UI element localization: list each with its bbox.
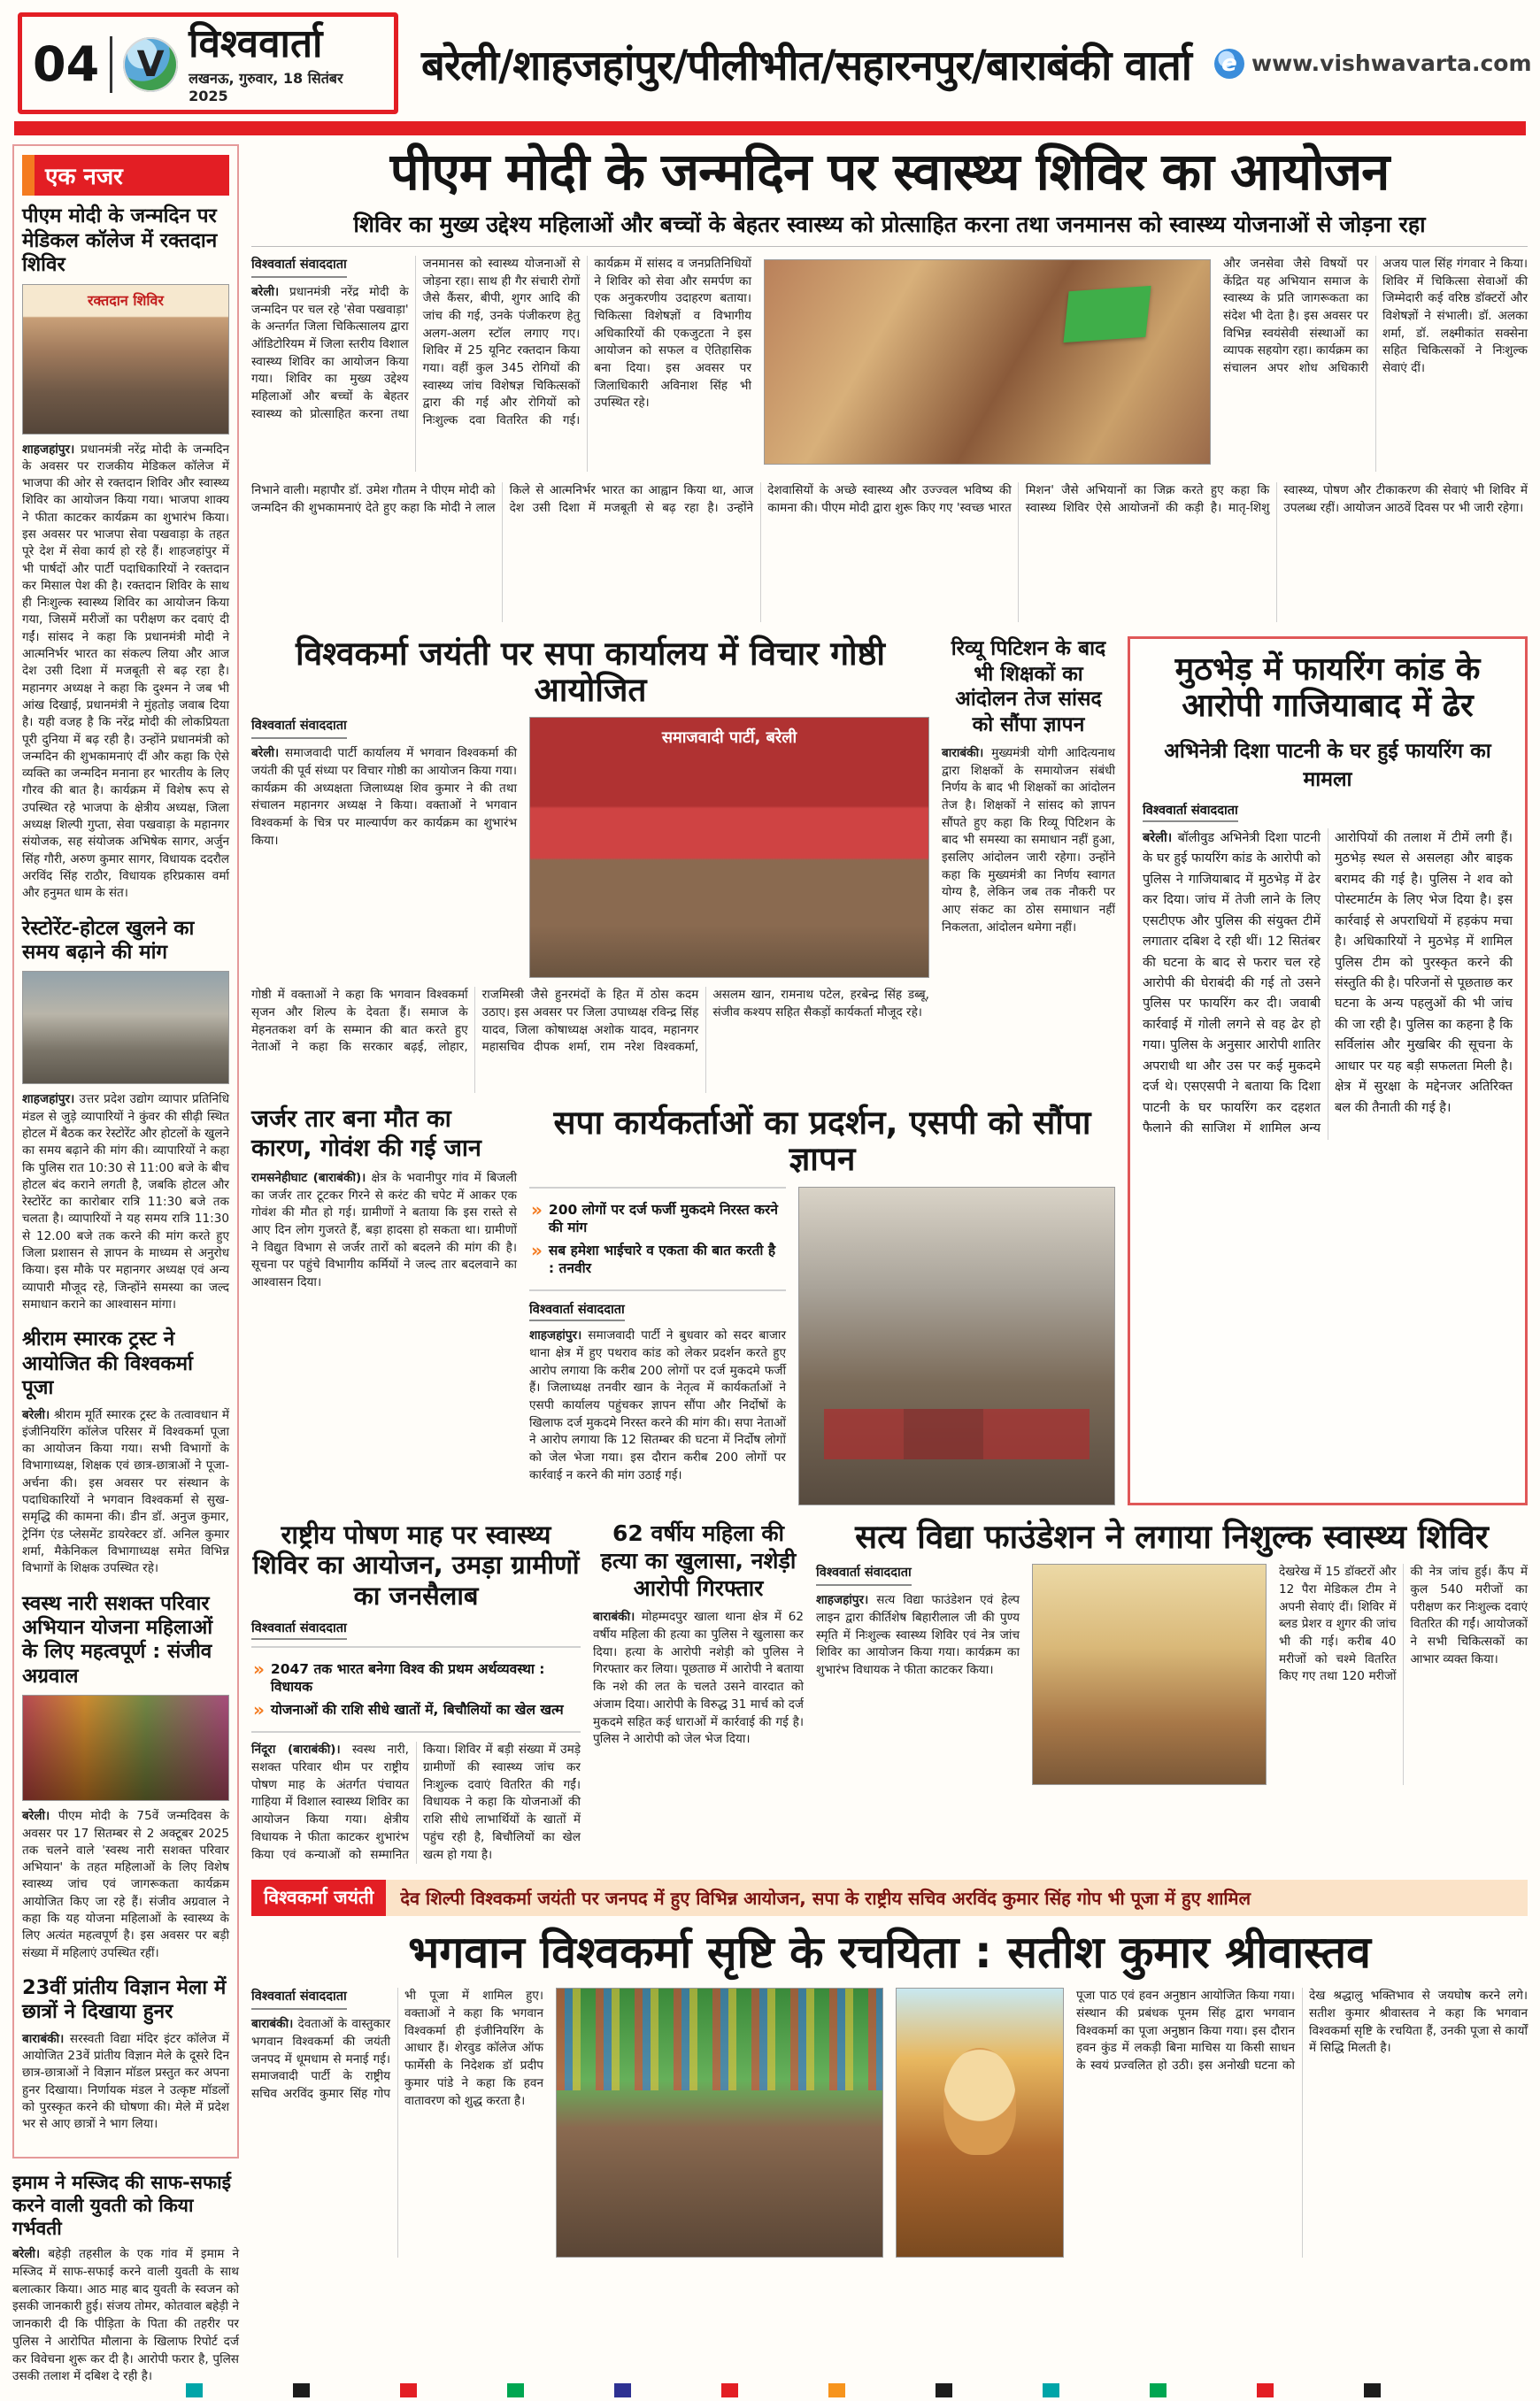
- dateline: बाराबंकी।: [942, 745, 984, 760]
- print-color-mark: [614, 2383, 631, 2397]
- header-rule: [14, 121, 1526, 135]
- article-body: [251, 1988, 543, 2258]
- article-headline: विश्वकर्मा जयंती पर सपा कार्यालय में विचार गोष्ठी आयोजित: [296, 634, 885, 709]
- ek-nazar-title: एक नजर: [35, 155, 229, 196]
- byline: विश्ववार्ता संवाददाता: [816, 1564, 912, 1586]
- article-headline: राष्ट्रीय पोषण माह पर स्वास्थ्य शिविर का आयोजन, उमड़ा ग्रामीणों का जनसैलाब: [252, 1519, 580, 1612]
- photo-memorandum-handover: [798, 1187, 1115, 1505]
- brand-divider: [110, 36, 112, 93]
- article-headline: इमाम ने मस्जिद की साफ-सफाई करने वाली युवती को किया गर्भवती: [12, 2171, 231, 2240]
- article-body: [251, 1742, 581, 1864]
- print-color-mark: [936, 2383, 952, 2397]
- article-body: [1076, 1988, 1528, 2258]
- article-poshan-maah: [251, 1520, 581, 1865]
- body-text: निभाने वाली। महापौर डॉ. उमेश गौतम ने पीएम मोदी को जन्मदिन की शुभकामनाएं देते हुए कहा कि मोदी ने लाल किले से आत्मनिर्भर भारत का आह्वान किया था, आज देश उसी दिशा में मजबूती से बढ़ रहा है। उन्होंने देशवासियों के अच्छे स्वास्थ्य और उज्ज्वल भविष्य की कामना की। पीएम मोदी द्वारा शुरू किए गए 'स्वच्छ भारत मिशन' जैसे अभियानों का जिक्र करते हुए कहा कि स्वास्थ्य शिविर ऐसे आयोजनों की कड़ी है। मातृ-शिशु स्वास्थ्य, पोषण और टीकाकरण की सेवाएं भी शिविर में उपलब्ध रहीं। आयोजन आठवें दिवस पर भी जारी रहेगा।: [251, 482, 1528, 515]
- sidebar-headline: श्रीराम स्मारक ट्रस्ट ने आयोजित की विश्वकर्मा पूजा: [22, 1327, 193, 1400]
- body-text: देवताओं के वास्तुकार भगवान विश्वकर्मा की जयंती जनपद में धूमधाम से मनाई गई। समाजवादी पार्टी के राष्ट्रीय सचिव अरविंद कुमार सिंह गोप भी पूजा में शामिल हुए। वक्ताओं ने कहा कि भगवान विश्वकर्मा ही इंजीनियरिंग के आधार हैं। शेरवुड कॉलेज ऑफ फार्मेसी के निदेशक डॉ प्रदीप कुमार पांडे ने कहा कि हवन वातावरण को शुद्ध करता है।: [251, 1989, 543, 2108]
- byline: विश्ववार्ता संवाददाता: [251, 717, 347, 739]
- body-text: मुख्यमंत्री योगी आदित्यनाथ द्वारा शिक्षकों के समायोजन संबंधी निर्णय के बाद भी शिक्षकों का आंदोलन तेज है। शिक्षकों ने सांसद को ज्ञापन सौंपते हुए कहा कि रिव्यू पिटिशन के बाद भी समस्या का समाधान नहीं हुआ, इसलिए आंदोलन जारी रहेगा। उन्होंने कहा कि मुख्यमंत्री का निर्णय स्वागत योग्य है, लेकिन जब तक नौकरी पर आए संकट का ठोस समाधान नहीं निकलता, आंदोलन थमेगा नहीं।: [942, 745, 1115, 935]
- byline: विश्ववार्ता संवाददाता: [251, 256, 347, 278]
- sidebar-body: [22, 442, 229, 903]
- article-muthbhed-encounter: [1128, 636, 1528, 1505]
- sidebar-ek-nazar: [12, 144, 239, 2386]
- brand-box: [18, 12, 398, 114]
- article-body: [12, 2246, 239, 2386]
- website-url: www.vishwavarta.com: [1251, 50, 1532, 77]
- body-text: बहेड़ी तहसील के एक गांव में इमाम ने मस्जिद में साफ-सफाई करने वाली युवती के साथ बलात्कार किया। आठ माह बाद युवती के स्वजन को इसकी जानकारी हुई। संजय तोमर, कोतवाल बहेड़ी ने जानकारी दी कि पीड़िता के पिता की तहरीर पर पुलिस ने आरोपित मौलाना के खिलाफ रिपोर्ट दर्ज कर विवेचना शुरू कर दी है। आरोपी फरार है, पुलिस उसकी तलाश में दबिश दे रही है।: [12, 2247, 239, 2384]
- chevron-quote-icon: »: [531, 1239, 543, 1261]
- paper-name: विश्ववार्ता: [189, 21, 323, 66]
- print-color-mark: [400, 2383, 417, 2397]
- print-color-mark: [1043, 2383, 1059, 2397]
- sidebar-headline: 23वीं प्रांतीय विज्ञान मेला में छात्रों ने दिखाया हुनर: [22, 1975, 227, 2024]
- dateline: बरेली।: [22, 1809, 50, 1824]
- body-text: मोहम्मदपुर खाला थाना क्षेत्र में 62 वर्षीय महिला की हत्या का पुलिस ने खुलासा कर दिया। हत्या के आरोपी नशेड़ी को पुलिस ने गिरफ्तार कर लिया। पूछताछ में आरोपी ने बताया कि नशे की लत के चलते उसने वारदात को अंजाम दिया। आरोपी के विरुद्ध 31 मार्च को दर्ज मुकदमे सहित कई धाराओं में कार्रवाई की गई है। पुलिस ने आरोपी को जेल भेज दिया।: [593, 1610, 805, 1747]
- dateline: शाहजहांपुर।: [816, 1593, 869, 1608]
- globe-logo-icon: [123, 37, 178, 92]
- article-headline: 62 वर्षीय महिला की हत्या का खुलासा, नशेड़ी आरोपी गिरफ्तार: [600, 1520, 797, 1602]
- kicker-label: विश्वकर्मा जयंती: [251, 1880, 386, 1916]
- dateline: बरेली।: [251, 284, 280, 299]
- print-color-marks: [186, 2383, 1381, 2397]
- region-title: बरेली/शाहजहांपुर/पीलीभीत/सहारनपुर/बाराबंकी वार्ता: [421, 41, 1191, 90]
- photo-health-camp-crowd: [1032, 1564, 1267, 1785]
- article-body: [1143, 828, 1513, 1140]
- article-body: [1223, 256, 1528, 472]
- article-body: [1279, 1564, 1528, 1785]
- sidebar-body: [22, 1407, 229, 1578]
- ek-nazar-banner: [22, 155, 229, 196]
- dateline: शाहजहांपुर।: [22, 442, 75, 457]
- photo-flag-off-ceremony: [764, 259, 1211, 465]
- body-text: उत्तर प्रदेश उद्योग व्यापार प्रतिनिधि मंडल से जुड़े व्यापारियों ने कुंवर की सीढ़ी स्थित होटल में बैठक कर रेस्टोरेंट और होटलों के खुलने का समय बढ़ाने की मांग की। व्यापारियों ने कहा कि पुलिस रात 10:30 से 11:00 बजे के बीच होटल बंद कराने लगती है, जबकि होटल और रेस्टोरेंट का कारोबार रात्रि 11:30 बजे तक चलता है। व्यापारियों ने यह समय रात्रि 11:30 से 12.00 बजे तक करने की मांग करते हुए जिला प्रशासन से ज्ञापन के माध्यम से अनुरोध किया। इस मौके पर महानगर अध्यक्ष एवं अन्य व्यापारी मौजूद रहे, जिन्होंने समस्या का जल्द समाधान कराने का आश्वासन मांगा।: [22, 1092, 229, 1312]
- article-subhead: अभिनेत्री दिशा पाटनी के घर हुई फायरिंग का मामला: [1164, 739, 1491, 791]
- photo-vishwakarma-idol: [896, 1988, 1064, 2258]
- sidebar-article-science-fair: [22, 1976, 229, 2134]
- dateline: बाराबंकी।: [22, 2031, 65, 2046]
- article-body: [942, 745, 1115, 937]
- sidebar-body: [22, 2031, 229, 2134]
- quote-text: 2047 तक भारत बनेगा विश्व की प्रथम अर्थव्यवस्था : विधायक: [270, 1660, 545, 1696]
- chevron-quote-icon: »: [253, 1699, 265, 1721]
- print-color-mark: [828, 2383, 845, 2397]
- body-text: प्रधानमंत्री नरेंद्र मोदी के जन्मदिन पर चल रहे 'सेवा पखवाड़ा' के अन्तर्गत जिला चिकित्सालय द्वारा ऑडिटोरियम में जिला स्तरीय विशाल स्वास्थ्य शिविर का आयोजन किया गया। शिविर का मुख्य उद्देश्य महिलाओं और बच्चों के बेहतर स्वास्थ्य को प्रोत्साहित करना तथा जनमानस को स्वास्थ्य योजनाओं से जोड़ना रहा। साथ ही गैर संचारी रोगों जैसे कैंसर, बीपी, शुगर आदि की जांच की गई, उनके पंजीकरण हेतु अलग-अलग स्टॉल लगाए गए। शिविर में 25 यूनिट रक्तदान किया गया। वहीं कुल 345 रोगियों की स्वास्थ्य जांच विशेषज्ञ चिकित्सकों द्वारा की गई और रोगियों को निःशुल्क दवा वितरित की गई। कार्यक्रम में सांसद व जनप्रतिनिधियों ने शिविर को सेवा और समर्पण का एक अनुकरणीय उदाहरण बताया। चिकित्सा विशेषज्ञों व विभागीय अधिकारियों की एकजुटता ने इस आयोजन को सफल व ऐतिहासिक बना दिया। इस अवसर पर जिलाधिकारी अविनाश सिंह भी उपस्थित रहे।: [251, 256, 751, 428]
- print-color-mark: [293, 2383, 310, 2397]
- main-headline: पीएम मोदी के जन्मदिन पर स्वास्थ्य शिविर का आयोजन: [389, 142, 1390, 203]
- print-color-mark: [1257, 2383, 1274, 2397]
- article-headline: सत्य विद्या फाउंडेशन ने लगाया निशुल्क स्वास्थ्य शिविर: [855, 1517, 1489, 1556]
- byline: विश्ववार्ता संवाददाता: [529, 1300, 625, 1321]
- strip-headline: भगवान विश्वकर्मा सृष्टि के रचयिता : सतीश कुमार श्रीवास्तव: [408, 1927, 1371, 1979]
- article-body: [251, 482, 1528, 622]
- print-color-mark: [1150, 2383, 1167, 2397]
- article-headline: रिव्यू पिटिशन के बाद भी शिक्षकों का आंदोलन तेज सांसद को सौंपा ज्ञापन: [951, 636, 1106, 737]
- print-color-mark: [721, 2383, 738, 2397]
- quote-text: 200 लोगों पर दर्ज फर्जी मुकदमे निरस्त करने की मांग: [548, 1201, 778, 1235]
- article-main-health-camp: [251, 144, 1528, 622]
- photo-traders-meeting: [22, 971, 229, 1084]
- pull-quote: [253, 1701, 579, 1719]
- article-headline: जर्जर तार बना मौत का कारण, गोवंश की गई जान: [251, 1105, 481, 1162]
- sidebar-body: [22, 1091, 229, 1313]
- article-spa-pradarshan: [529, 1105, 1115, 1504]
- dateline: रामसनेहीघाट (बाराबंकी)।: [251, 1170, 366, 1185]
- body-text: समाजवादी पार्टी कार्यालय में भगवान विश्वकर्मा की जयंती की पूर्व संध्या पर विचार गोष्ठी का आयोजन किया गया। कार्यक्रम की अध्यक्षता जिलाध्यक्ष शिव कुमार ने की तथा संचालन महानगर अध्यक्ष ने किया। वक्ताओं ने भगवान विश्वकर्मा के चित्र पर माल्यार्पण कर कार्यक्रम का शुभारंभ किया।: [251, 746, 517, 848]
- dateline: शाहजहांपुर।: [529, 1328, 582, 1343]
- body-text: क्षेत्र के भवानीपुर गांव में बिजली का जर्जर तार टूटकर गिरने से करंट की चपेट में आकर एक गोवंश की मौत हो गई। ग्रामीणों ने बताया कि इस रास्ते से आए दिन लोग गुजरते हैं, बड़ा हादसा हो सकता था। ग्रामीणों ने विद्युत विभाग से जर्जर तारों को बदलने की मांग की है। सूचना पर पहुंचे विभागीय कर्मियों ने जल्द तार बदलवाने का आश्वासन दिया।: [251, 1170, 517, 1290]
- print-color-mark: [1364, 2383, 1381, 2397]
- article-review-petition: [942, 636, 1115, 1093]
- brand-text: [189, 21, 381, 105]
- byline: विश्ववार्ता संवाददाता: [1143, 801, 1238, 822]
- sidebar-article-vishwakarma-puja: [22, 1327, 229, 1577]
- article-body: [251, 256, 751, 472]
- body-text: पीएम मोदी के 75वें जन्मदिवस के अवसर पर 17 सितम्बर से 2 अक्टूबर 2025 तक चलने वाले 'स्वस्थ नारी सशक्त परिवार अभियान' के तहत महिलाओं के लिए विशेष स्वास्थ्य जांच एवं जागरूकता कार्यक्रम आयोजित किए जा रहे हैं। संजीव अग्रवाल ने कहा कि यह योजना महिलाओं के स्वास्थ्य के लिए अत्यंत महत्वपूर्ण है। इस अवसर पर बड़ी संख्या में महिलाएं उपस्थित रहीं।: [22, 1809, 229, 1960]
- dateline: बाराबंकी।: [251, 2017, 294, 2032]
- dateline: बरेली।: [22, 1407, 50, 1422]
- body-text: और जनसेवा जैसे विषयों पर केंद्रित यह अभियान समाज के स्वास्थ्य के प्रति जागरूकता का संदेश भी देता है। इस अवसर पर विभिन्न स्वयंसेवी संस्थाओं का व्यापक सहयोग रहा। कार्यक्रम का संचालन अपर शोध अधिकारी अजय पाल सिंह गंगवार ने किया। शिविर में चिकित्सा सेवाओं की जिम्मेदारी कई वरिष्ठ डॉक्टरों और विशेषज्ञों ने संभाली। डॉ. अलका शर्मा, डॉ. लक्ष्मीकांत सक्सेना सहित चिकित्सकों ने निःशुल्क सेवाएं दीं।: [1223, 256, 1528, 376]
- dateline: बरेली।: [251, 746, 280, 761]
- photo-banner-text: समाजवादी पार्टी, बरेली: [661, 728, 797, 748]
- photo-blood-donation-camp: [22, 284, 229, 435]
- photo-vishwakarma-stage: [556, 1988, 883, 2258]
- dateline: शाहजहांपुर।: [22, 1092, 75, 1107]
- sidebar-article-blood-donation: [22, 204, 229, 902]
- photo-banner-text: रक्तदान शिविर: [88, 291, 164, 309]
- sidebar-headline: पीएम मोदी के जन्मदिन पर मेडिकल कॉलेज में रक्तदान शिविर: [22, 204, 218, 277]
- article-headline: मुठभेड़ में फायरिंग कांड के आरोपी गाजियाबाद में ढेर: [1174, 650, 1481, 725]
- edition-dateline: लखनऊ, गुरुवार, 18 सितंबर 2025: [189, 70, 343, 105]
- photo-sapa-office-meeting: [529, 717, 929, 978]
- banner-accent: [22, 155, 35, 196]
- pull-quote: [531, 1239, 784, 1277]
- article-body: [251, 987, 929, 1093]
- body-text: समाजवादी पार्टी ने बुधवार को सदर बाजार थाना क्षेत्र में हुए पथराव कांड को लेकर प्रदर्शन करते हुए आरोप लगाया कि करीब 200 लोगों पर दर्ज मुकदमे फर्जी हैं। जिलाध्यक्ष तनवीर खान के नेतृत्व में कार्यकर्ताओं ने एसपी कार्यालय पहुंचकर ज्ञापन सौंपा और निर्दोषों के खिलाफ दर्ज मुकदमे निरस्त करने की मांग की। सपा नेताओं ने आरोप लगाया कि 12 सितम्बर की घटना में निर्दोष लोगों को जेल भेजा गया। इस दौरान करीब 200 लोगों पर कार्रवाई न करने की मांग उठाई गई।: [529, 1328, 787, 1482]
- pull-quote: [253, 1660, 579, 1696]
- byline: विश्ववार्ता संवाददाता: [251, 1619, 347, 1640]
- chevron-quote-icon: »: [531, 1198, 543, 1220]
- dateline: बरेली।: [1143, 830, 1173, 845]
- body-text: सत्य विद्या फाउंडेशन एवं हेल्प लाइन द्वारा कीर्तिशेष बिहारीलाल जी की पुण्य स्मृति में निःशुल्क स्वास्थ्य शिविर एवं नेत्र जांच शिविर का आयोजन किया गया। कार्यक्रम का शुभारंभ विधायक ने फीता काटकर किया।: [816, 1593, 1020, 1678]
- print-color-mark: [507, 2383, 524, 2397]
- browser-e-icon: [1214, 49, 1244, 79]
- sidebar-body: [22, 1808, 229, 1962]
- pull-quote-box: [529, 1187, 786, 1292]
- article-body: [529, 1327, 786, 1484]
- body-text: श्रीराम मूर्ति स्मारक ट्रस्ट के तत्वावधान में इंजीनियरिंग कॉलेज परिसर में विश्वकर्मा पूजा का आयोजन किया गया। सभी विभागों के विभागाध्यक्ष, शिक्षक एवं छात्र-छात्राओं ने पूजा-अर्चना की। इस अवसर पर संस्थान के पदाधिकारियों ने भगवान विश्वकर्मा से सुख-समृद्धि की कामना की। डीन डॉ. अनुज कुमार, ट्रेनिंग एंड प्लेसमेंट डायरेक्टर डॉ. अनिल कुमार शर्मा, मैकेनिकल विभागाध्यक्ष समेत विभिन्न विभागों के शिक्षक उपस्थित रहे।: [22, 1407, 229, 1576]
- article-vichar-goshthi: [251, 636, 929, 1093]
- divider: [251, 246, 1528, 247]
- article-satya-vidya-foundation: [816, 1517, 1528, 1865]
- dateline: निंदूरा (बाराबंकी)।: [251, 1743, 341, 1758]
- article-headline: सपा कार्यकर्ताओं का प्रदर्शन, एसपी को सौंपा ज्ञापन: [553, 1104, 1091, 1178]
- article-body: [593, 1609, 804, 1749]
- sidebar-article-swasth-nari: [22, 1592, 229, 1962]
- kicker-text: देव शिल्पी विश्वकर्मा जयंती पर जनपद में हुए विभिन्न आयोजन, सपा के राष्ट्रीय सचिव अरविंद कुमार सिंह गोप भी पूजा में हुए शामिल: [386, 1880, 1528, 1916]
- body-text: प्रधानमंत्री नरेंद्र मोदी के जन्मदिन के अवसर पर राजकीय मेडिकल कॉलेज में भाजपा की ओर से रक्तदान शिविर और स्वास्थ्य शिविर का आयोजन किया गया। भाजपा शाक्य ने फीता काटकर कार्यक्रम का शुभारंभ किया। इस अवसर पर भाजपा सेवा पखवाड़ा के तहत पूरे देश में सेवा कार्य हो रहे हैं। शाहजहांपुर में भी पार्षदों और पार्टी पदाधिकारियों ने रक्तदान कर मिसाल पेश की है। रक्तदान शिविर के साथ ही निःशुल्क स्वास्थ्य शिविर का आयोजन किया गया, जिसमें मरीजों का परीक्षण कर दवाएं दी गईं। सांसद ने कहा कि प्रधानमंत्री मोदी ने आत्मनिर्भर भारत का संकल्प लिया और आज देश उसी दिशा में मजबूती से बढ़ रहा है। महानगर अध्यक्ष ने कहा कि दुश्मन ने जब भी आंख दिखाई, प्रधानमंत्री ने मुंहतोड़ जवाब दिया है। यही वजह है कि नरेंद्र मोदी की लोकप्रियता पूरी दुनिया में बढ़ रही है। उन्होंने प्रधानमंत्री को जन्मदिन की शुभकामनाएं दीं और कहा कि ऐसे व्यक्ति का जन्मदिन मनाना हर भारतीय के लिए गौरव की बात है। कार्यक्रम में विशेष रूप से उपस्थित रहे भाजपा के क्षेत्रीय अध्यक्ष, जिला अध्यक्ष शिल्पी गुप्ता, सेवा पखवाड़ा के महानगर संयोजक, सह संयोजक अभिषेक सागर, अर्जुन सिंह गौरी, अरुण कुमार सागर, विधायक ददरौल अरविंद सिंह राठौर, विधायक हरिप्रकास वर्मा और हनुमत धाम के संत।: [22, 442, 229, 901]
- body-text: सरस्वती विद्या मंदिर इंटर कॉलेज में आयोजित 23वें प्रांतीय विज्ञान मेले के दूसरे दिन छात्र-छात्राओं ने विज्ञान मॉडल प्रस्तुत कर अपना हुनर दिखाया। निर्णायक मंडल ने उत्कृष्ट मॉडलों को पुरस्कृत करने की घोषणा की। मेले में प्रदेश भर से आए छात्रों ने भाग लिया।: [22, 2031, 229, 2132]
- sidebar-headline: स्वस्थ नारी सशक्त परिवार अभियान योजना महिलाओं के लिए महत्वपूर्ण : संजीव अग्रवाल: [22, 1591, 213, 1688]
- ek-nazar-box: [12, 144, 239, 2158]
- sidebar-article-restaurant-hours: [22, 917, 229, 1314]
- body-text: स्वस्थ नारी, सशक्त परिवार थीम पर राष्ट्रीय पोषण माह के अंतर्गत पंचायत गाहिया में विशाल स्वास्थ्य शिविर का आयोजन किया गया। क्षेत्रीय विधायक ने फीता काटकर शुभारंभ किया एवं कन्याओं को सम्मानित किया। शिविर में बड़ी संख्या में उमड़े ग्रामीणों की स्वास्थ्य जांच कर निःशुल्क दवाएं वितरित की गईं। विधायक ने कहा कि योजनाओं की राशि सीधे लाभार्थियों के खातों में पहुंच रही है, बिचौलियों का खेल खत्म हो गया है।: [251, 1743, 581, 1862]
- pull-quote-box: [251, 1646, 581, 1733]
- article-body: [251, 1170, 517, 1292]
- photo-women-program: [22, 1695, 229, 1801]
- article-mahila-hatya: [593, 1520, 804, 1865]
- page-number: 04: [33, 35, 100, 92]
- article-imam: [12, 2171, 239, 2386]
- byline: विश्ववार्ता संवाददाता: [251, 1988, 347, 2010]
- dateline: बाराबंकी।: [593, 1610, 635, 1625]
- chevron-quote-icon: »: [253, 1658, 265, 1680]
- article-body: [251, 717, 517, 978]
- body-text: बॉलीवुड अभिनेत्री दिशा पाटनी के घर हुई फायरिंग कांड के आरोपी को पुलिस ने गाजियाबाद में मुठभेड़ में ढेर कर दिया। जांच में तेजी लाने के लिए एसटीएफ और पुलिस की संयुक्त टीमें लगातार दबिश दे रही थीं। 12 सितंबर की घटना के बाद से फरार चल रहे आरोपी की घेराबंदी की गई तो उसने पुलिस पर फायरिंग कर दी। जवाबी कार्रवाई में गोली लगने से वह ढेर हो गया। पुलिस के अनुसार आरोपी शातिर अपराधी था और उस पर कई मुकदमे दर्ज थे। एसएसपी ने बताया कि दिशा पाटनी के घर फायरिंग कर दहशत फैलाने की साजिश में शामिल अन्य आरोपियों की तलाश में टीमें लगी हैं। मुठभेड़ स्थल से असलहा और बाइक बरामद की गई है। पुलिस ने शव को पोस्टमार्टम के लिए भेज दिया है। इस कार्रवाई से अपराधियों में हड़कंप मचा है। अधिकारियों ने मुठभेड़ में शामिल पुलिस टीम को पुरस्कृत करने की संस्तुति की है। परिजनों से पूछताछ कर घटना के अन्य पहलुओं की भी जांच की जा रही है। पुलिस का कहना है कि सर्विलांस और मुखबिर की सूचना के आधार पर यह बड़ी सफलता मिली है। क्षेत्र में सुरक्षा के मद्देनजर अतिरिक्त बल की तैनाती की गई है।: [1143, 830, 1513, 1136]
- dateline: बरेली।: [12, 2247, 41, 2262]
- article-jarjar-taar: [251, 1105, 517, 1504]
- body-text: गोष्ठी में वक्ताओं ने कहा कि भगवान विश्वकर्मा सृजन और शिल्प के देवता हैं। समाज के मेहनतकश वर्ग के सम्मान की बात करते हुए नेताओं ने कहा कि सरकार बढ़ई, लोहार, राजमिस्त्री जैसे हुनरमंदों के हित में ठोस कदम उठाए। इस अवसर पर जिला उपाध्यक्ष रविन्द्र सिंह यादव, जिला कोषाध्यक्ष अशोक यादव, महानगर महासचिव दीपक शर्मा, राम नरेश विश्वकर्मा, असलम खान, रामनाथ पटेल, हरबेन्द्र सिंह डब्बू, संजीव कश्यप सहित सैकड़ों कार्यकर्ता मौजूद रहे।: [251, 988, 929, 1055]
- quote-text: सब हमेशा भाईचारे व एकता की बात करती है : तनवीर: [548, 1242, 776, 1276]
- sidebar-headline: रेस्टोरेंट-होटल खुलने का समय बढ़ाने की मांग: [22, 916, 195, 964]
- body-text: देखरेख में 15 डॉक्टरों और 12 पैरा मेडिकल टीम ने अपनी सेवाएं दीं। शिविर में ब्लड प्रेशर व शुगर की जांच भी की गई। करीब 40 मरीजों को चश्मे वितरित किए गए तथा 120 मरीजों की नेत्र जांच हुई। कैंप में कुल 540 मरीजों का परीक्षण कर निःशुल्क दवाएं वितरित की गईं। आयोजकों ने सभी चिकित्सकों का आभार व्यक्त किया।: [1279, 1565, 1528, 1684]
- article-vishwakarma-srishti: [251, 1880, 1528, 2258]
- masthead: [12, 9, 1532, 116]
- main-subhead: शिविर का मुख्य उद्देश्य महिलाओं और बच्चों के बेहतर स्वास्थ्य को प्रोत्साहित करना तथा जनमानस को स्वास्थ्य योजनाओं से जोड़ना रहा: [353, 211, 1426, 237]
- pull-quote: [531, 1198, 784, 1236]
- quote-text: योजनाओं की राशि सीधे खातों में, बिचौलियों का खेल खत्म: [270, 1702, 564, 1719]
- article-body: [816, 1564, 1020, 1785]
- body-text: पूजा पाठ एवं हवन अनुष्ठान आयोजित किया गया। संस्थान की प्रबंधक पूनम सिंह द्वारा भगवान विश्वकर्मा का पूजा अनुष्ठान किया गया। इस दौरान हवन कुंड में लकड़ी बिना माचिस या किसी साधन के स्वयं प्रज्वलित हो उठी। इस अनोखी घटना को देख श्रद्धालु भक्तिभाव से जयघोष करने लगे। सतीश कुमार श्रीवास्तव ने कहा कि भगवान विश्वकर्मा सृष्टि के रचयिता हैं, उनकी पूजा से कार्यों में सिद्धि मिलती है।: [1076, 1989, 1528, 2074]
- website: [1214, 49, 1532, 79]
- print-color-mark: [186, 2383, 203, 2397]
